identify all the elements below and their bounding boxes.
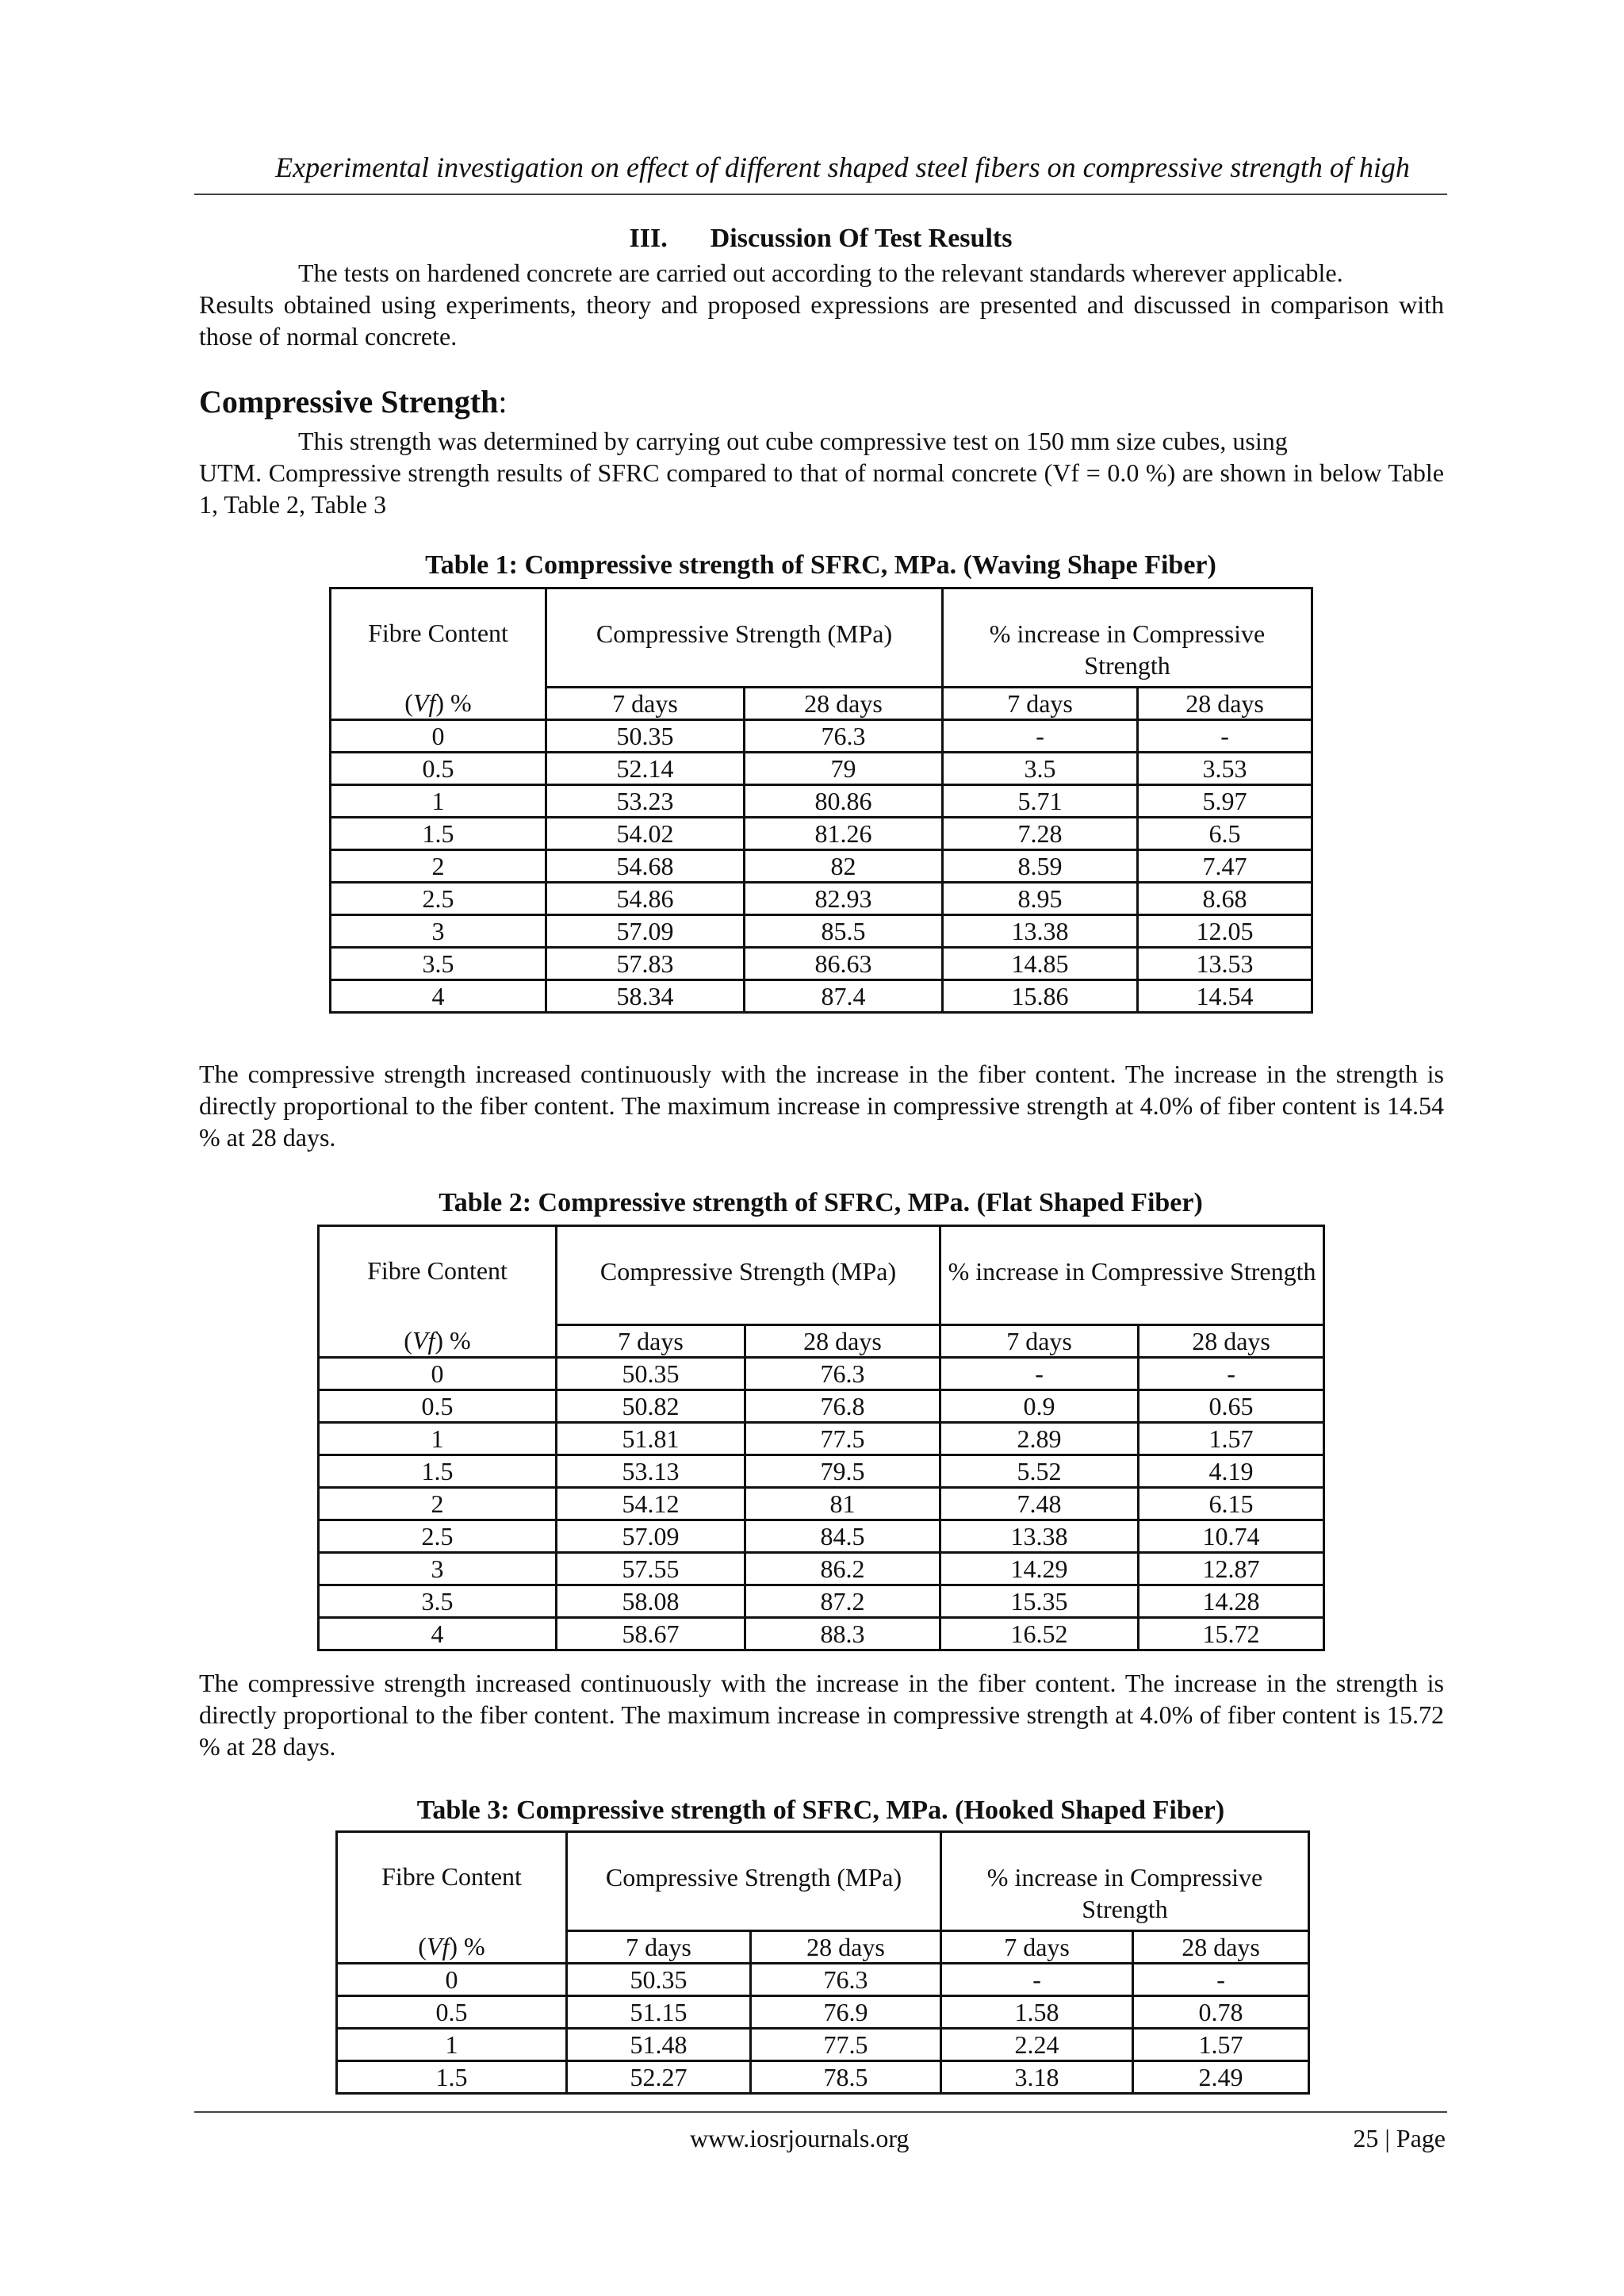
cell-increase-28d: 5.97 xyxy=(1138,785,1312,818)
table1 xyxy=(329,587,1313,1014)
cell-increase-28d: 7.47 xyxy=(1138,850,1312,883)
table2-caption: Table 2: Compressive strength of SFRC, MPa. (Flat Shaped Fiber) xyxy=(439,1188,1203,1217)
cell-increase-28d: 14.28 xyxy=(1139,1585,1324,1618)
cell-increase-7d: 16.52 xyxy=(940,1618,1139,1650)
cell-increase-28d: - xyxy=(1139,1358,1324,1390)
cell-increase-28d: 0.78 xyxy=(1133,1996,1309,2029)
header-fibre-content: Fibre Content xyxy=(331,588,546,688)
table-row xyxy=(331,850,1312,883)
cell-fibre-content: 2 xyxy=(319,1488,557,1520)
cell-strength-28d: 77.5 xyxy=(751,2029,941,2061)
table-row xyxy=(319,1390,1324,1423)
header-7-days: 7 days xyxy=(943,688,1138,720)
cell-strength-7d: 57.55 xyxy=(557,1553,745,1585)
header-fibre-content: Fibre Content xyxy=(319,1226,557,1325)
header-7-days: 7 days xyxy=(567,1931,751,1964)
table3 xyxy=(335,1830,1310,2095)
cell-strength-7d: 50.35 xyxy=(546,720,745,753)
cell-fibre-content: 4 xyxy=(331,980,546,1013)
cell-fibre-content: 3 xyxy=(319,1553,557,1585)
cell-increase-7d: 3.5 xyxy=(943,753,1138,785)
header-7-days: 7 days xyxy=(546,688,745,720)
cell-strength-7d: 57.09 xyxy=(557,1520,745,1553)
cell-strength-7d: 54.12 xyxy=(557,1488,745,1520)
cell-strength-7d: 50.35 xyxy=(557,1358,745,1390)
table-subheader-row xyxy=(319,1325,1324,1358)
cell-strength-28d: 76.3 xyxy=(751,1964,941,1996)
cell-increase-28d: 4.19 xyxy=(1139,1455,1324,1488)
cell-increase-28d: 12.05 xyxy=(1138,915,1312,948)
header-28-days: 28 days xyxy=(1139,1325,1324,1358)
cell-strength-7d: 57.09 xyxy=(546,915,745,948)
cell-strength-28d: 81 xyxy=(745,1488,940,1520)
compressive-line1: This strength was determined by carrying out cube compressive test on 150 mm size cubes, using xyxy=(298,427,1288,455)
cell-strength-28d: 80.86 xyxy=(745,785,943,818)
table-subheader-row xyxy=(331,688,1312,720)
cell-fibre-content: 1 xyxy=(337,2029,567,2061)
cell-increase-7d: 5.71 xyxy=(943,785,1138,818)
cell-strength-7d: 53.23 xyxy=(546,785,745,818)
cell-fibre-content: 2 xyxy=(331,850,546,883)
table-row xyxy=(331,980,1312,1013)
footer-website: www.iosrjournals.org xyxy=(690,2124,910,2152)
cell-strength-7d: 58.08 xyxy=(557,1585,745,1618)
header-7-days: 7 days xyxy=(557,1325,745,1358)
cell-increase-7d: 7.48 xyxy=(940,1488,1139,1520)
cell-increase-7d: 15.86 xyxy=(943,980,1138,1013)
cell-increase-7d: 8.59 xyxy=(943,850,1138,883)
table-row xyxy=(331,883,1312,915)
table-row xyxy=(319,1618,1324,1650)
cell-increase-7d: 1.58 xyxy=(941,1996,1133,2029)
cell-strength-7d: 54.68 xyxy=(546,850,745,883)
cell-strength-28d: 77.5 xyxy=(745,1423,940,1455)
table-row xyxy=(331,720,1312,753)
intro-rest: Results obtained using experiments, theory and proposed expressions are presented and discussed in comparison with those of normal concrete. xyxy=(199,290,1444,351)
section-number: III. xyxy=(629,224,668,253)
header-compressive-strength: Compressive Strength (MPa) xyxy=(557,1226,940,1325)
cell-strength-7d: 58.34 xyxy=(546,980,745,1013)
table1-discussion: The compressive strength increased continuously with the increase in the fiber content. The increase in the strength is directly proportional to the fiber content. The maximum increase in compressive strength at 4.0% of fiber content is 14.54 % at 28 days. xyxy=(199,1060,1444,1152)
cell-increase-7d: 8.95 xyxy=(943,883,1138,915)
cell-increase-7d: 14.29 xyxy=(940,1553,1139,1585)
cell-increase-28d: - xyxy=(1138,720,1312,753)
cell-increase-7d: 3.18 xyxy=(941,2061,1133,2094)
cell-fibre-content: 0 xyxy=(319,1358,557,1390)
cell-strength-28d: 76.8 xyxy=(745,1390,940,1423)
cell-strength-28d: 84.5 xyxy=(745,1520,940,1553)
cell-fibre-content: 3.5 xyxy=(319,1585,557,1618)
header-fibre-content: Fibre Content xyxy=(337,1832,567,1931)
header-rule xyxy=(194,194,1447,195)
intro-line1: The tests on hardened concrete are carried out according to the relevant standards wherever applicable. xyxy=(298,259,1343,287)
cell-strength-7d: 52.14 xyxy=(546,753,745,785)
header-28-days: 28 days xyxy=(1138,688,1312,720)
cell-strength-7d: 53.13 xyxy=(557,1455,745,1488)
cell-strength-28d: 79 xyxy=(745,753,943,785)
header-vf: (Vf) % xyxy=(331,688,546,720)
header-28-days: 28 days xyxy=(1133,1931,1309,1964)
table3-caption: Table 3: Compressive strength of SFRC, MPa. (Hooked Shaped Fiber) xyxy=(416,1796,1225,1825)
cell-increase-7d: 7.28 xyxy=(943,818,1138,850)
subsection-title: Compressive Strength xyxy=(199,384,499,420)
cell-strength-7d: 58.67 xyxy=(557,1618,745,1650)
cell-fibre-content: 0 xyxy=(331,720,546,753)
header-7-days: 7 days xyxy=(940,1325,1139,1358)
cell-strength-7d: 57.83 xyxy=(546,948,745,980)
cell-increase-28d: 15.72 xyxy=(1139,1618,1324,1650)
table-row xyxy=(331,785,1312,818)
cell-strength-7d: 52.27 xyxy=(567,2061,751,2094)
cell-strength-28d: 86.2 xyxy=(745,1553,940,1585)
cell-fibre-content: 1.5 xyxy=(331,818,546,850)
table-row xyxy=(337,1996,1309,2029)
compressive-paragraph xyxy=(199,425,1444,520)
header-percent-increase: % increase in Compressive Strength xyxy=(943,588,1312,688)
cell-fibre-content: 4 xyxy=(319,1618,557,1650)
cell-increase-7d: 2.24 xyxy=(941,2029,1133,2061)
cell-strength-28d: 79.5 xyxy=(745,1455,940,1488)
cell-increase-28d: 6.15 xyxy=(1139,1488,1324,1520)
table-header-row xyxy=(331,588,1312,688)
cell-strength-28d: 88.3 xyxy=(745,1618,940,1650)
table-subheader-row xyxy=(337,1931,1309,1964)
footer-rule xyxy=(194,2111,1447,2113)
cell-fibre-content: 3 xyxy=(331,915,546,948)
cell-strength-28d: 82 xyxy=(745,850,943,883)
cell-increase-7d: 2.89 xyxy=(940,1423,1139,1455)
cell-strength-28d: 82.93 xyxy=(745,883,943,915)
cell-increase-28d: 10.74 xyxy=(1139,1520,1324,1553)
table-row xyxy=(319,1553,1324,1585)
header-compressive-strength: Compressive Strength (MPa) xyxy=(546,588,943,688)
table-header-row xyxy=(337,1832,1309,1931)
cell-strength-7d: 54.86 xyxy=(546,883,745,915)
header-vf: (Vf) % xyxy=(337,1931,567,1964)
running-header: Experimental investigation on effect of different shaped steel fibers on compressive strength of high xyxy=(275,151,1410,183)
cell-strength-28d: 85.5 xyxy=(745,915,943,948)
cell-increase-7d: - xyxy=(943,720,1138,753)
header-percent-increase: % increase in Compressive Strength xyxy=(940,1226,1324,1325)
table-row xyxy=(331,753,1312,785)
table2 xyxy=(317,1225,1325,1651)
table1-caption: Table 1: Compressive strength of SFRC, MPa. (Waving Shape Fiber) xyxy=(425,550,1216,580)
cell-strength-7d: 50.35 xyxy=(567,1964,751,1996)
cell-strength-7d: 51.81 xyxy=(557,1423,745,1455)
table-row xyxy=(319,1488,1324,1520)
table-row xyxy=(331,948,1312,980)
header-percent-increase: % increase in Compressive Strength xyxy=(941,1832,1309,1931)
subsection-colon: : xyxy=(498,384,508,420)
cell-strength-28d: 76.3 xyxy=(745,1358,940,1390)
cell-strength-7d: 50.82 xyxy=(557,1390,745,1423)
cell-fibre-content: 0.5 xyxy=(331,753,546,785)
table-row xyxy=(319,1455,1324,1488)
cell-fibre-content: 2.5 xyxy=(319,1520,557,1553)
header-28-days: 28 days xyxy=(745,1325,940,1358)
cell-increase-28d: 14.54 xyxy=(1138,980,1312,1013)
cell-increase-7d: 13.38 xyxy=(940,1520,1139,1553)
section-heading xyxy=(194,224,1447,254)
cell-increase-7d: 0.9 xyxy=(940,1390,1139,1423)
cell-increase-28d: 1.57 xyxy=(1133,2029,1309,2061)
cell-increase-28d: 0.65 xyxy=(1139,1390,1324,1423)
cell-fibre-content: 1 xyxy=(319,1423,557,1455)
subsection-heading xyxy=(199,383,508,420)
cell-fibre-content: 0.5 xyxy=(319,1390,557,1423)
table-row xyxy=(319,1520,1324,1553)
cell-increase-28d: 8.68 xyxy=(1138,883,1312,915)
cell-strength-28d: 76.3 xyxy=(745,720,943,753)
header-28-days: 28 days xyxy=(745,688,943,720)
table-header-row xyxy=(319,1226,1324,1325)
cell-increase-7d: - xyxy=(940,1358,1139,1390)
table-row xyxy=(319,1423,1324,1455)
table-row xyxy=(319,1358,1324,1390)
footer-page-number: 25 | Page xyxy=(1353,2124,1446,2152)
cell-strength-28d: 87.4 xyxy=(745,980,943,1013)
section-title: Discussion Of Test Results xyxy=(710,224,1013,253)
cell-strength-28d: 76.9 xyxy=(751,1996,941,2029)
cell-strength-7d: 51.48 xyxy=(567,2029,751,2061)
cell-increase-7d: 14.85 xyxy=(943,948,1138,980)
cell-increase-28d: 13.53 xyxy=(1138,948,1312,980)
table-row xyxy=(337,2029,1309,2061)
cell-increase-28d: 1.57 xyxy=(1139,1423,1324,1455)
cell-increase-28d: 3.53 xyxy=(1138,753,1312,785)
cell-fibre-content: 2.5 xyxy=(331,883,546,915)
table-row xyxy=(337,1964,1309,1996)
cell-fibre-content: 0.5 xyxy=(337,1996,567,2029)
cell-increase-28d: 2.49 xyxy=(1133,2061,1309,2094)
table-row xyxy=(331,818,1312,850)
cell-strength-28d: 87.2 xyxy=(745,1585,940,1618)
cell-strength-28d: 78.5 xyxy=(751,2061,941,2094)
cell-increase-28d: 6.5 xyxy=(1138,818,1312,850)
cell-fibre-content: 1 xyxy=(331,785,546,818)
header-vf: (Vf) % xyxy=(319,1325,557,1358)
cell-increase-7d: 5.52 xyxy=(940,1455,1139,1488)
cell-increase-7d: 15.35 xyxy=(940,1585,1139,1618)
header-compressive-strength: Compressive Strength (MPa) xyxy=(567,1832,941,1931)
cell-strength-28d: 81.26 xyxy=(745,818,943,850)
table2-discussion: The compressive strength increased continuously with the increase in the fiber content. The increase in the strength is directly proportional to the fiber content. The maximum increase in compressive strength at 4.0% of fiber content is 15.72 % at 28 days. xyxy=(199,1669,1444,1761)
cell-increase-7d: - xyxy=(941,1964,1133,1996)
cell-increase-28d: - xyxy=(1133,1964,1309,1996)
cell-strength-7d: 51.15 xyxy=(567,1996,751,2029)
cell-strength-28d: 86.63 xyxy=(745,948,943,980)
header-28-days: 28 days xyxy=(751,1931,941,1964)
cell-fibre-content: 0 xyxy=(337,1964,567,1996)
cell-strength-7d: 54.02 xyxy=(546,818,745,850)
cell-fibre-content: 1.5 xyxy=(319,1455,557,1488)
cell-increase-7d: 13.38 xyxy=(943,915,1138,948)
intro-paragraph xyxy=(199,257,1444,352)
table-row xyxy=(337,2061,1309,2094)
cell-fibre-content: 1.5 xyxy=(337,2061,567,2094)
header-7-days: 7 days xyxy=(941,1931,1133,1964)
table-row xyxy=(319,1585,1324,1618)
table-row xyxy=(331,915,1312,948)
cell-fibre-content: 3.5 xyxy=(331,948,546,980)
compressive-rest: UTM. Compressive strength results of SFRC compared to that of normal concrete (Vf = 0.0 %) are shown in below Table 1, Table 2, Table 3 xyxy=(199,458,1444,519)
cell-increase-28d: 12.87 xyxy=(1139,1553,1324,1585)
